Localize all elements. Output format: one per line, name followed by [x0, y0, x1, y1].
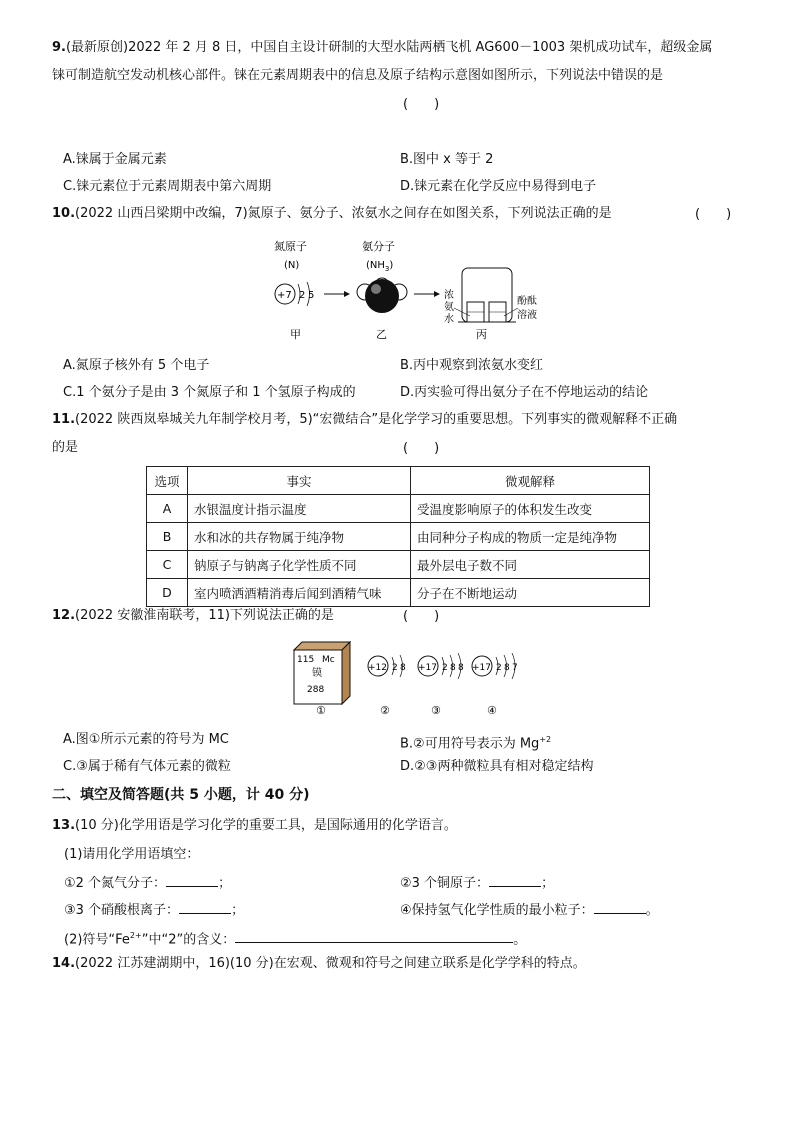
cube-side: [342, 642, 350, 704]
question-number: 9.: [52, 40, 66, 55]
cube-top: [294, 642, 350, 650]
table-row: [147, 523, 650, 551]
table-cell: 受温度影响原子的体积发生改变: [411, 495, 650, 523]
ion3-shell: 8: [458, 663, 464, 673]
question-9: [52, 34, 754, 62]
svg-text:(NH3): $(NH_3)$: [366, 260, 394, 273]
ion2-nucleus: +12: [368, 663, 387, 673]
fill-item-4: ④保持氢气化学性质的最小粒子： 。: [400, 899, 659, 921]
highlight: [371, 284, 381, 294]
nucleus-charge: +7: [277, 290, 292, 301]
answer-blank[interactable]: [594, 899, 646, 914]
table-header: 事实: [188, 467, 411, 495]
table-cell: 水和冰的共存物属于纯净物: [188, 523, 411, 551]
arrow-head: [344, 291, 350, 297]
ion2-shell: 8: [400, 663, 406, 673]
figure-label-3: ③: [431, 704, 441, 717]
ammonia-title: 氨分子: [362, 240, 395, 253]
question-11: [52, 406, 754, 434]
option-c: C.铼元素位于元素周期表中第六周期: [63, 179, 272, 194]
answer-blank[interactable]: [489, 872, 541, 887]
solution-label: 溶液: [517, 310, 537, 321]
answer-blank[interactable]: [235, 928, 513, 943]
ion4-shell: 8: [504, 663, 510, 673]
section-heading: 二、填空及简答题(共 5 小题，计 40 分): [52, 787, 310, 803]
beaker-label-char: 水: [444, 314, 454, 325]
option-d: D.丙实验可得出氨分子在不停地运动的结论: [400, 385, 649, 400]
beaker-label-char: 浓: [444, 290, 454, 301]
table-cell: 钠原子与钠离子化学性质不同: [188, 551, 411, 579]
question-14: [52, 950, 754, 978]
question-number: 14.: [52, 956, 76, 971]
answer-blank[interactable]: [179, 899, 231, 914]
table-cell: A: [147, 495, 188, 523]
answer-paren: ( ): [695, 207, 732, 222]
arrow-head: [434, 291, 440, 297]
ion2-shell: 2: [392, 663, 398, 673]
question-text: (2022 山西吕梁期中改编，7)氮原子、氨分子、浓氨水之间存在如图关系，下列说法正确的是: [75, 206, 612, 221]
atomic-number: 115: [297, 655, 315, 665]
table-row: [147, 551, 650, 579]
shell-2-count: 5: [308, 290, 315, 301]
q12-figure: [284, 640, 534, 720]
answer-paren: ( ): [403, 441, 440, 456]
element-name: 镆: [312, 668, 322, 679]
table-header: 微观解释: [411, 467, 650, 495]
label-bing: 丙: [476, 328, 487, 341]
ion4-shell: 7: [512, 663, 518, 673]
question-9-line2: [52, 62, 754, 90]
option-b: B.图中 x 等于 2: [400, 152, 494, 167]
ion4-shell: 2: [496, 663, 502, 673]
shell-1-count: 2: [299, 290, 306, 301]
table-cell: 室内喷洒酒精消毒后闻到酒精气味: [188, 579, 411, 607]
beaker-label-char: 氨: [444, 302, 454, 313]
table-cell: B: [147, 523, 188, 551]
nitrogen-sphere: [365, 279, 399, 313]
fill-item-1: ①2 个氮气分子： ；: [64, 872, 231, 894]
question-text: (2022 安徽淮南联考，11)下列说法正确的是: [75, 608, 334, 623]
label-jia: 甲: [290, 328, 301, 341]
element-symbol: Mc: [322, 655, 335, 665]
answer-paren: ( ): [403, 97, 440, 112]
ion3-shell: 8: [450, 663, 456, 673]
option-a: A.图①所示元素的符号为 MC: [63, 732, 229, 747]
question-number: 13.: [52, 818, 76, 833]
answer-blank[interactable]: [166, 872, 218, 887]
bell-jar: [462, 268, 512, 322]
ion3-shell: 2: [442, 663, 448, 673]
fact-explanation-table: [146, 466, 650, 607]
answer-paren: ( ): [403, 609, 440, 624]
atomic-mass: 288: [307, 685, 325, 695]
option-b: B.丙中观察到浓氨水变红: [400, 358, 544, 373]
q10-figure: [262, 236, 552, 346]
question-10: [52, 200, 754, 228]
figure-label-1: ①: [316, 704, 326, 717]
question-13: [52, 812, 754, 840]
figure-label-4: ④: [487, 704, 497, 717]
label-yi: 乙: [376, 328, 387, 341]
option-d: D.②③两种微粒具有相对稳定结构: [400, 759, 594, 774]
superscript: +2: [539, 735, 552, 744]
phenolphthalein-label: 酚酞: [517, 296, 537, 307]
table-cell: 水银温度计指示温度: [188, 495, 411, 523]
option-c: C.1 个氨分子是由 3 个氮原子和 1 个氢原子构成的: [63, 385, 356, 400]
question-text: (最新原创)2022 年 2 月 8 日，中国自主设计研制的大型水陆两栖飞机 AG600－1003 架机成功试车，超级金属: [65, 40, 713, 55]
question-text: 的是: [52, 440, 79, 455]
ion3-nucleus: +17: [418, 663, 437, 673]
table-cell: C: [147, 551, 188, 579]
question-text: (2022 江苏建湖期中，16)(10 分)在宏观、微观和符号之间建立联系是化学学科的特点。: [75, 956, 586, 971]
nitrogen-atom-title: 氮原子: [274, 240, 307, 253]
table-cell: 分子在不断地运动: [411, 579, 650, 607]
fill-item-3: ③3 个硝酸根离子： ；: [64, 899, 244, 921]
question-number: 11.: [52, 412, 76, 427]
question-text: (2022 陕西岚皋城关九年制学校月考，5)“宏微结合”是化学学习的重要思想。下列事实的微观解释不正确: [75, 412, 678, 427]
table-cell: 由同种分子构成的物质一定是纯净物: [411, 523, 650, 551]
nitrogen-formula: (N): [284, 260, 300, 271]
option-a: A.氮原子核外有 5 个电子: [63, 358, 210, 373]
table-header: 选项: [147, 467, 188, 495]
ion4-nucleus: +17: [472, 663, 491, 673]
ammonia-formula: (NH: [366, 260, 385, 271]
question-text: 铼可制造航空发动机核心部件。铼在元素周期表中的信息及原子结构示意图如图所示，下列说法中错误的是: [52, 68, 664, 83]
table-cell: D: [147, 579, 188, 607]
sub-question-2: (2)符号“$Fe^{2+}$”中“2”的含义： 。: [64, 926, 526, 950]
figure-label-2: ②: [380, 704, 390, 717]
question-number: 12.: [52, 608, 76, 623]
option-a: A.铼属于金属元素: [63, 152, 167, 167]
fill-item-2: ②3 个铜原子： ；: [400, 872, 554, 894]
question-text: (10 分)化学用语是学习化学的重要工具，是国际通用的化学语言。: [75, 818, 457, 833]
table-header-row: [147, 467, 650, 495]
table-cell: 最外层电子数不同: [411, 551, 650, 579]
sub-question-1: (1)请用化学用语填空：: [64, 847, 200, 862]
option-d: D.铼元素在化学反应中易得到电子: [400, 179, 597, 194]
option-b: B.②可用符号表示为 $Mg^{+2}$: [400, 735, 552, 752]
table-row: [147, 495, 650, 523]
question-number: 10.: [52, 206, 76, 221]
option-c: C.③属于稀有气体元素的微粒: [63, 759, 231, 774]
